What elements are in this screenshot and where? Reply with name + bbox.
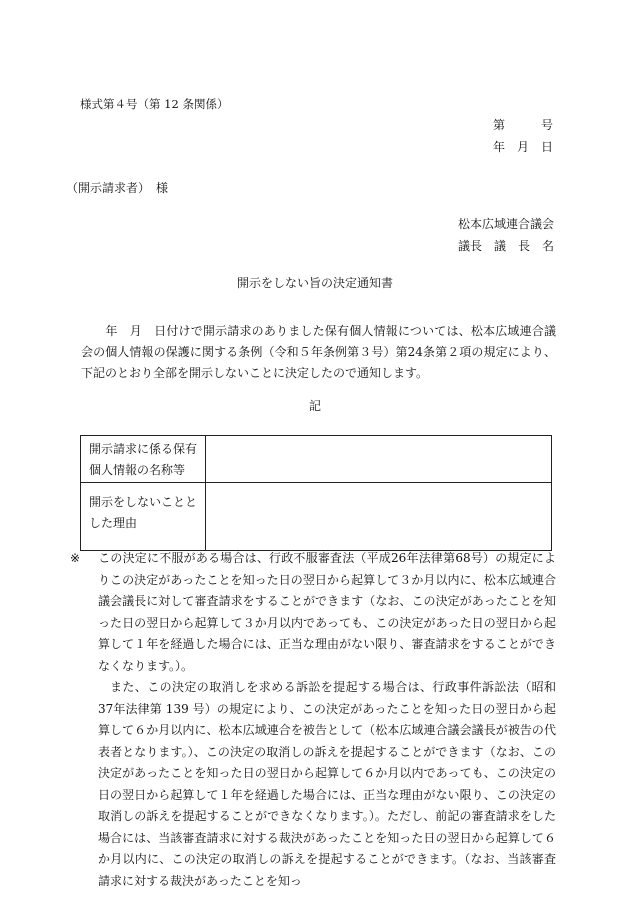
form-number: 様式第４号（第 12 条関係） <box>80 97 229 111</box>
note-mark: ※ <box>70 551 81 565</box>
date-label: 年 月 日 <box>493 140 554 154</box>
issuer-organization: 松本広域連合議会 <box>458 217 555 231</box>
body-paragraph: 年 月 日付けで開示請求のありました保有個人情報については、松本広域連合議会の個人情報の保護に関する条例（令和５年条例第３号）第24条第２項の規定により、下記のとおり全部を開示しないことに決定したので通知します。 <box>81 324 556 380</box>
issuer-title: 議長 議 長 名 <box>458 239 555 253</box>
table-row-value <box>206 436 552 483</box>
document-title: 開示をしない旨の決定通知書 <box>236 276 393 290</box>
table-row <box>81 436 552 483</box>
note-paragraph-1 <box>70 548 556 677</box>
requester-addressee: （開示請求者） 様 <box>66 181 169 195</box>
table-row-label: 開示をしないこととした理由 <box>81 483 206 551</box>
ki-heading: 記 <box>308 399 321 413</box>
info-table <box>80 435 552 551</box>
table-row-label: 開示請求に係る保有個人情報の名称等 <box>81 436 206 483</box>
note-paragraph-2: また、この決定の取消しを求める訴訟を提起する場合は、行政事件訴訟法（昭和37年法律第 139 号）の規定により、この決定があったことを知った日の翌日から起算して６か月以内に、松本広域連合を被告として（松本広域連合議会議長が被告の代表者となります。）、この決定の取消しの訴えを提起することができます（なお、この決定があったことを知った日の翌日から起算して６か月以内であっても、この決定の日の翌日から起算して１年を経過した場合には、正当な理由がない限り、この決定の取消しの訴えを提起することができなくなります。）。ただし、前記の審査請求をした場合には、当該審査請求に対する裁決があったことを知った日の翌日から起算して６か月以内に、この決定の取消しの訴えを提起することができます。（なお、当該審査請求に対する裁決があったことを知っ <box>98 680 556 888</box>
table-row-value <box>206 483 552 551</box>
note-paragraph-1-text: この決定に不服がある場合は、行政不服審査法（平成26年法律第68号）の規定によりこの決定があったことを知った日の翌日から起算して３か月以内に、松本広域連合議会議長に対して審査請求をすることができます（なお、この決定があったことを知った日の翌日から起算して３か月以内であっても、この決定があった日の翌日から起算して１年を経過した場合には、正当な理由がない限り、審査請求をすることができなくなります。）。 <box>98 551 556 673</box>
table-row <box>81 483 552 551</box>
notes-section <box>70 548 556 892</box>
document-number-label: 第 号 <box>493 118 554 132</box>
